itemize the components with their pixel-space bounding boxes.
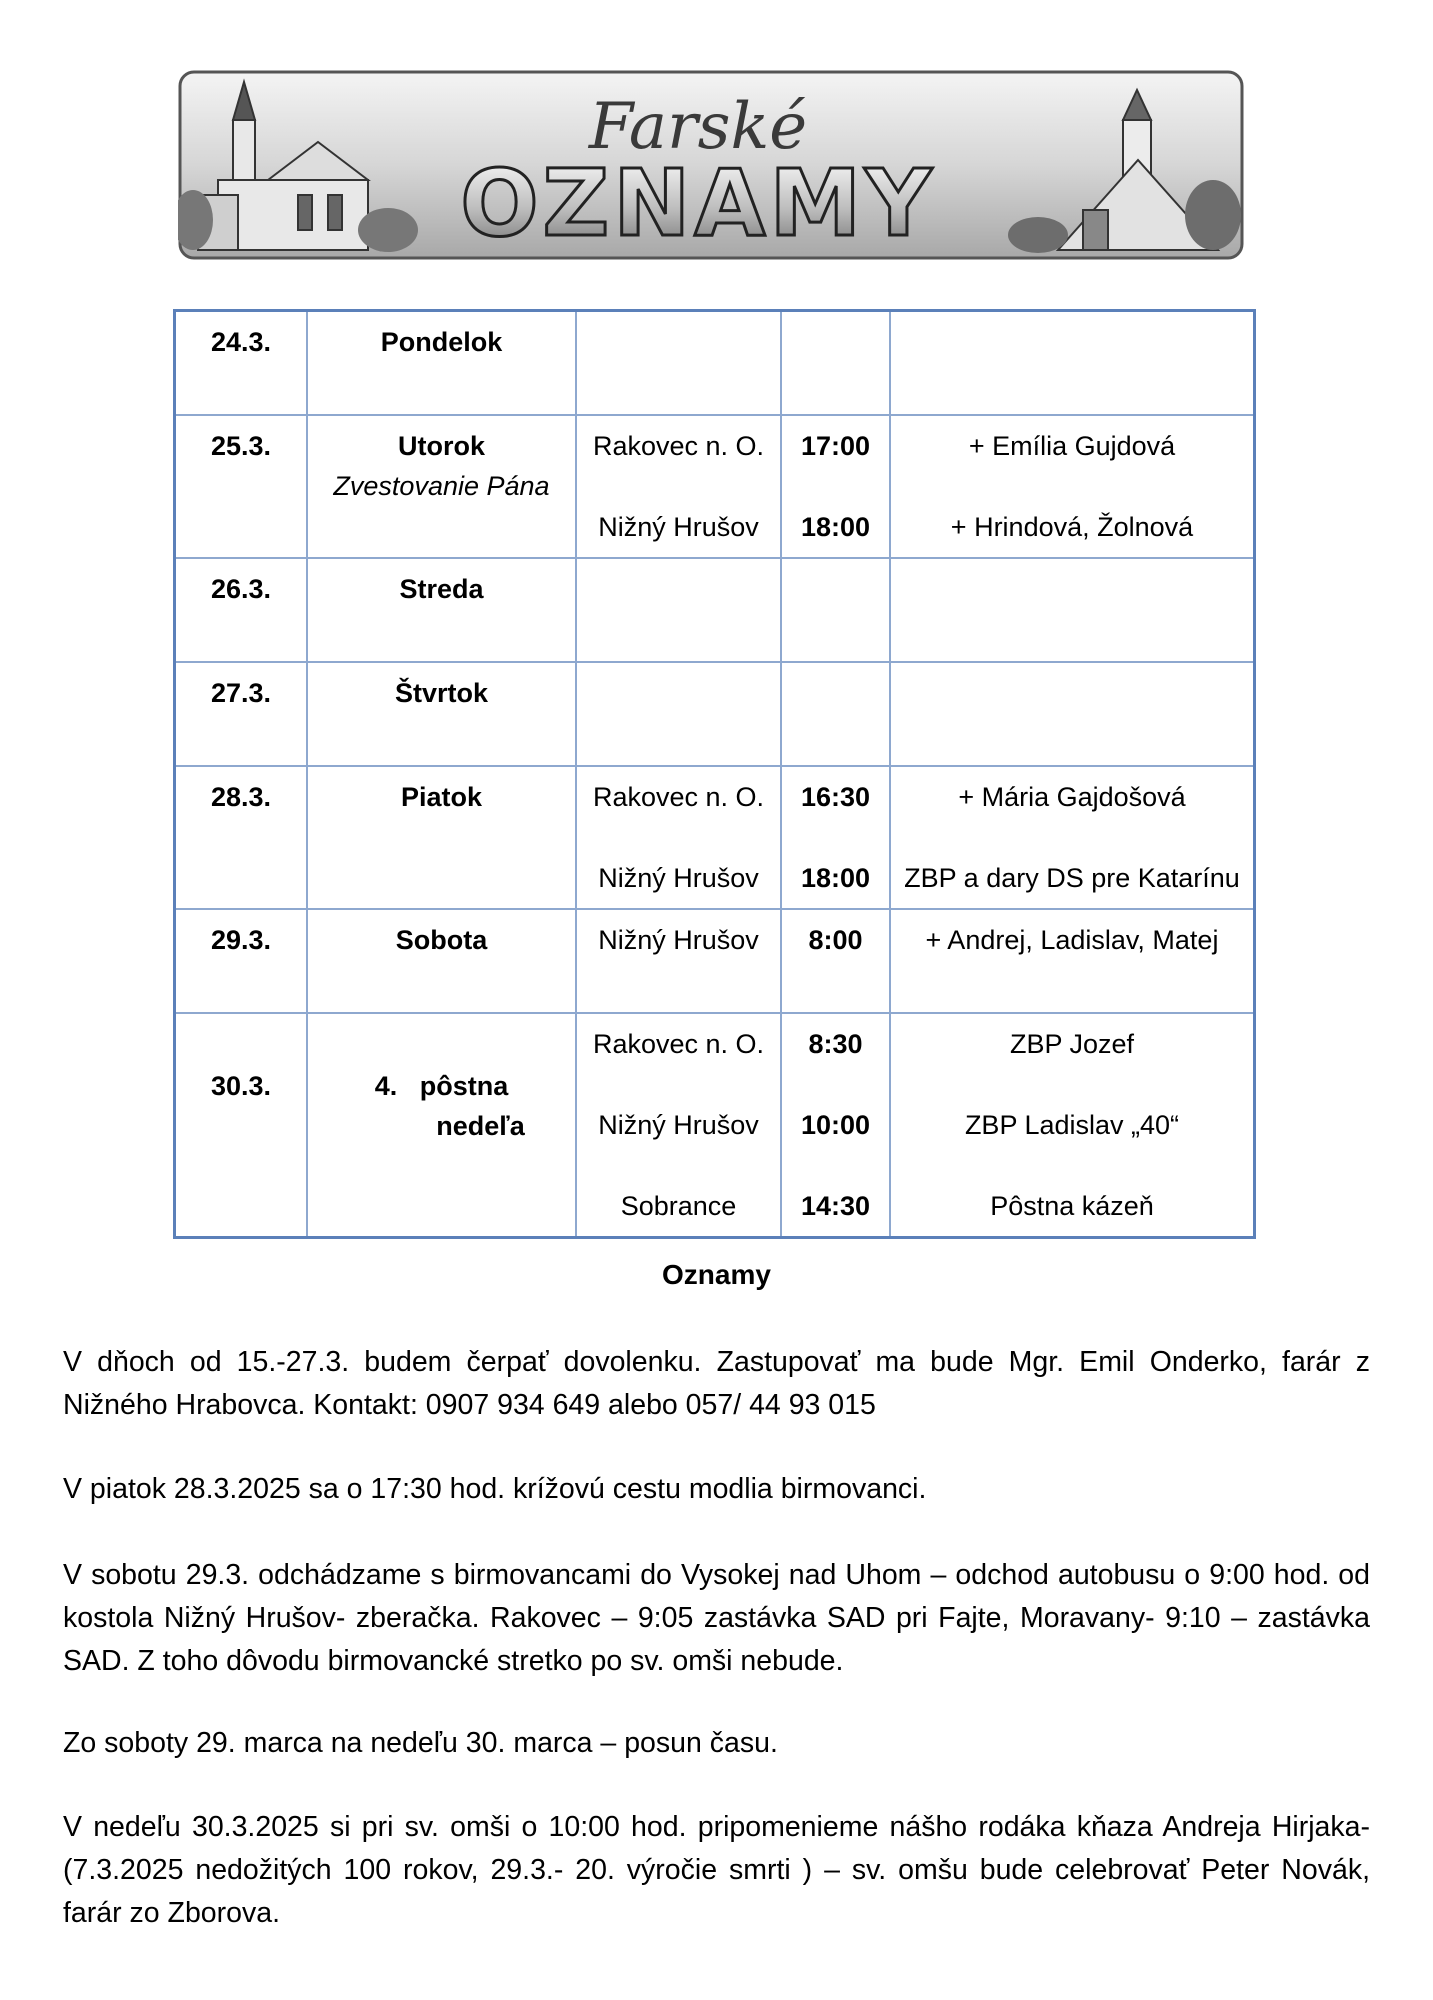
place-cell: Nižný Hrušov: [598, 925, 759, 955]
intention-cell: + Mária Gajdošová: [958, 782, 1186, 812]
day-cell: Utorok: [398, 431, 485, 461]
banner-main-title: OZNAMY: [460, 150, 936, 257]
time-cell: 17:00: [800, 431, 871, 461]
intention-cell: + Andrej, Ladislav, Matej: [925, 925, 1219, 955]
time-cell: 8:30: [808, 1029, 863, 1059]
place-cell: Sobrance: [620, 1191, 737, 1221]
day-cell: Piatok: [400, 782, 483, 812]
day-cell: Streda: [399, 574, 484, 604]
date-cell: 25.3.: [210, 431, 272, 461]
mass-schedule-table: [173, 309, 1256, 1239]
time-cell: 18:00: [800, 512, 871, 542]
intention-cell: Pôstna kázeň: [990, 1191, 1154, 1221]
sunday-number: 4.: [374, 1071, 398, 1101]
sunday-word: pôstna: [419, 1071, 509, 1101]
place-cell: Rakovec n. O.: [592, 782, 765, 812]
date-cell: 29.3.: [210, 925, 272, 955]
time-cell: 10:00: [800, 1110, 871, 1140]
date-cell: 27.3.: [210, 678, 272, 708]
day-cell-line1: [308, 1066, 575, 1106]
sunday-word-2: nedeľa: [436, 1111, 525, 1141]
table-row: [175, 1013, 1255, 1238]
announcements-title: Oznamy: [662, 1259, 771, 1290]
time-cell: 16:30: [800, 782, 871, 812]
intention-cell: ZBP Jozef: [1009, 1029, 1135, 1059]
announcement-paragraph: V sobotu 29.3. odchádzame s birmovancami do Vysokej nad Uhom – odchod autobusu o 9:00 hod. od kostola Nižný Hrušov- zberačka. Rakovec – 9:05 zastávka SAD pri Fajte, Moravany- 9:10 – zastávka SAD. Z toho dôvodu birmovancké stretko po sv. omši nebude.: [63, 1559, 1370, 1677]
date-cell: 28.3.: [210, 782, 272, 812]
announcement-paragraph: Zo soboty 29. marca na nedeľu 30. marca – posun času.: [63, 1727, 778, 1759]
time-cell: 8:00: [808, 925, 863, 955]
announcement-paragraph: V piatok 28.3.2025 sa o 17:30 hod. krížovú cestu modlia birmovanci.: [63, 1473, 927, 1505]
day-cell: Štvrtok: [394, 678, 489, 708]
table-row: [175, 662, 1255, 766]
table-row: [175, 909, 1255, 1013]
date-cell: 26.3.: [210, 574, 272, 604]
banner-script-title: Farské: [588, 90, 808, 164]
table-row: [175, 766, 1255, 909]
announcement-paragraph: V nedeľu 30.3.2025 si pri sv. omši o 10:00 hod. pripomenieme nášho rodáka kňaza Andreja Hirjaka- (7.3.2025 nedožitých 100 rokov, 29.3.- 20. výročie smrti ) – sv. omšu bude celebrovať Peter Novák, farár zo Zborova.: [63, 1811, 1370, 1929]
intention-cell: ZBP a dary DS pre Katarínu: [904, 863, 1240, 893]
place-cell: Rakovec n. O.: [592, 1029, 765, 1059]
place-cell: Nižný Hrušov: [598, 863, 759, 893]
day-cell-line2: [308, 1106, 575, 1146]
table-row: [175, 558, 1255, 662]
place-cell: Rakovec n. O.: [592, 431, 765, 461]
table-row: [175, 311, 1255, 416]
time-cell: 14:30: [800, 1191, 871, 1221]
feast-name: Zvestovanie Pána: [333, 471, 550, 501]
date-cell: 24.3.: [210, 327, 272, 357]
intention-cell: + Hrindová, Žolnová: [950, 512, 1194, 542]
day-cell: Sobota: [395, 925, 488, 955]
date-cell: 30.3.: [210, 1071, 272, 1101]
table-row: [175, 415, 1255, 558]
place-cell: Nižný Hrušov: [598, 1110, 759, 1140]
announcement-paragraph: V dňoch od 15.-27.3. budem čerpať dovolenku. Zastupovať ma bude Mgr. Emil Onderko, farár z Nižného Hrabovca. Kontakt: 0907 934 649 alebo 057/ 44 93 015: [63, 1346, 1370, 1421]
intention-cell: + Emília Gujdová: [968, 431, 1176, 461]
intention-cell: ZBP Ladislav „40“: [964, 1110, 1180, 1140]
banner-graphic: [178, 70, 1244, 260]
day-cell: Pondelok: [380, 327, 503, 357]
place-cell: Nižný Hrušov: [598, 512, 759, 542]
time-cell: 18:00: [800, 863, 871, 893]
header-banner: [178, 70, 1244, 260]
